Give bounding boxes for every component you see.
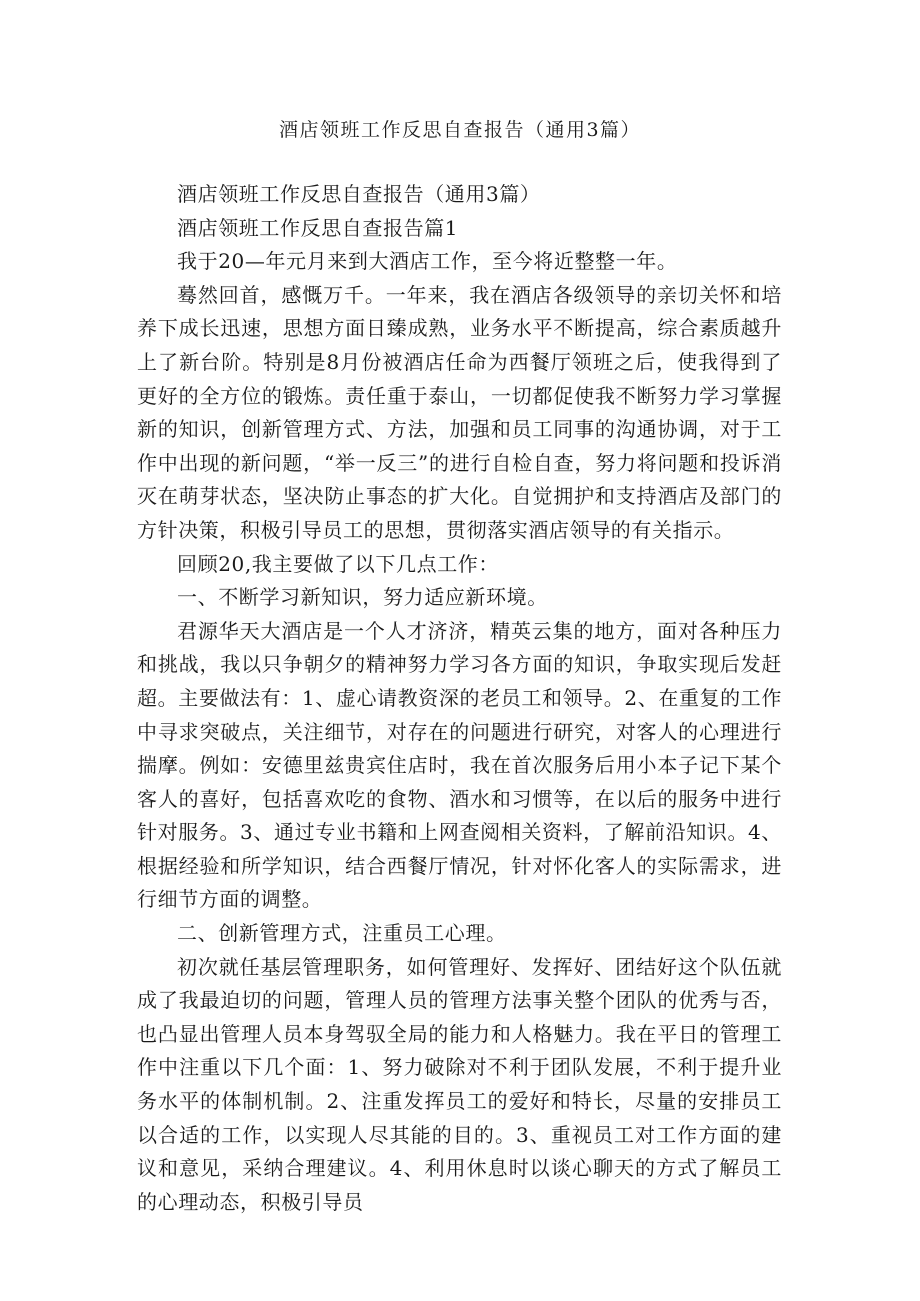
subtitle-paragraph: 酒店领班工作反思自查报告（通用3篇）: [177, 182, 541, 206]
body-paragraph: 蓦然回首，感慨万千。一年来，我在酒店各级领导的亲切关怀和培养下成长迅速，思想方面日臻成熟，业务水平不断提高，综合素质越升上了新台阶。特别是8月份被酒店任命为西餐厅领班之后，使我得到了更好的全方位的锻炼。责任重于泰山，一切都促使我不断努力学习掌握新的知识，创新管理方式、方法，加强和员工同事的沟通协调，对于工作中出现的新问题，“举一反三”的进行自检自查，努力将问题和投诉消灭在萌芽状态，坚决防止事态的扩大化。自觉拥护和支持酒店及部门的方针决策，积极引导员工的思想，贯彻落实酒店领导的有关指示。: [137, 282, 782, 542]
document-body: [137, 178, 782, 1219]
body-paragraph: 我于20—年元月来到大酒店工作，至今将近整整一年。: [177, 249, 678, 274]
section-heading: 酒店领班工作反思自查报告篇1: [177, 215, 459, 240]
body-paragraph: 君源华天大酒店是一个人才济济，精英云集的地方，面对各种压力和挑战，我以只争朝夕的精神努力学习各方面的知识，争取实现后发赶超。主要做法有：1、虚心请教资深的老员工和领导。2、在重复的工作中寻求突破点，关注细节，对存在的问题进行研究，对客人的心理进行揣摩。例如：安德里兹贵宾住店时，我在首次服务后用小本子记下某个客人的喜好，包括喜欢吃的食物、酒水和习惯等，在以后的服务中进行针对服务。3、通过专业书籍和上网查阅相关资料，了解前沿知识。4、根据经验和所学知识，结合西餐厅情况，针对怀化客人的实际需求，进行细节方面的调整。: [137, 618, 782, 912]
point-heading: 二、创新管理方式，注重员工心理。: [177, 921, 507, 946]
point-heading: 一、不断学习新知识，努力适应新环境。: [177, 585, 548, 610]
document-title: 酒店领班工作反思自查报告（通用3篇）: [278, 119, 642, 141]
body-paragraph: 初次就任基层管理职务，如何管理好、发挥好、团结好这个队伍就成了我最迫切的问题，管理人员的管理方法事关整个团队的优秀与否，也凸显出管理人员本身驾驭全局的能力和人格魅力。我在平日的管理工作中注重以下几个面：1、努力破除对不利于团队发展，不利于提升业务水平的体制机制。2、注重发挥员工的爱好和特长，尽量的安排员工以合适的工作，以实现人尽其能的目的。3、重视员工对工作方面的建议和意见，采纳合理建议。4、利用休息时以谈心聊天的方式了解员工的心理动态，积极引导员: [137, 954, 782, 1214]
body-paragraph: 回顾20,我主要做了以下几点工作：: [177, 551, 500, 576]
